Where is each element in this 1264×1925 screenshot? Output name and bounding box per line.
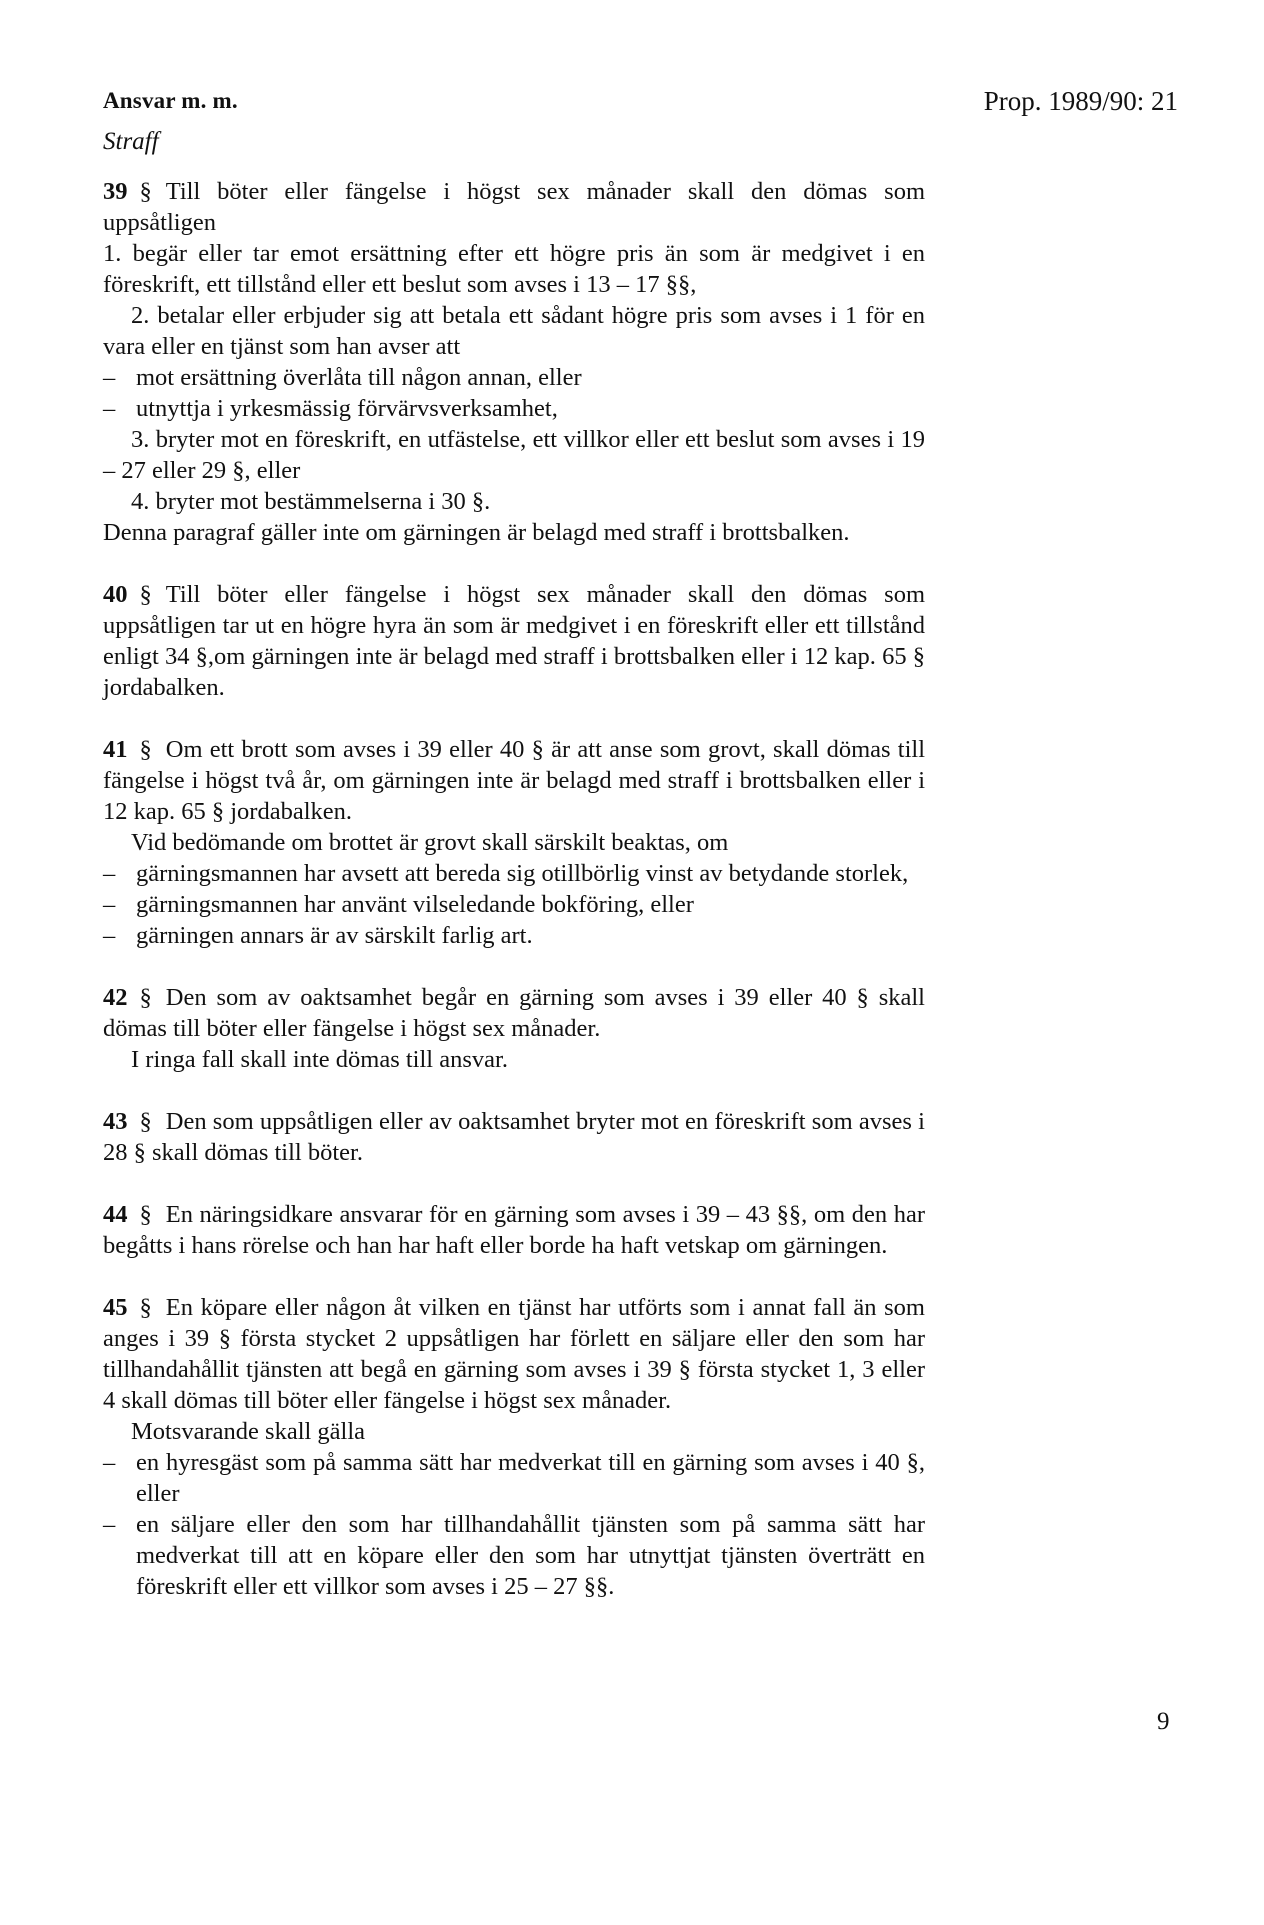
paragraph-text: I ringa fall skall inte dömas till ansvar.: [131, 1046, 508, 1073]
dash-item: – gärningen annars är av särskilt farlig art.: [103, 920, 925, 951]
paragraph-lead: [103, 1292, 925, 1416]
paragraph-text: Om ett brott som avses i 39 eller 40 § är att anse som grovt, skall dömas till fängelse i högst två år, om gärningen inte är belagd med straff i brottsbalken eller i 12 kap. 65 § jordabalken.: [103, 736, 925, 825]
section-number: 42: [103, 984, 128, 1011]
paragraph-43: [103, 1106, 925, 1168]
dash-item: – en säljare eller den som har tillhandahållit tjänsten som på samma sätt har medverkat till att en köpare eller den som har utnyttjat tjänsten överträtt en föreskrift eller ett villkor som avses i 25 – 27 §§.: [103, 1509, 925, 1602]
paragraph-text: Den som av oaktsamhet begår en gärning som avses i 39 eller 40 § skall dömas till böter eller fängelse i högst sex månader.: [103, 984, 925, 1042]
section-sign: §: [139, 736, 152, 763]
paragraph-45: [103, 1292, 925, 1602]
paragraph-lead: [103, 176, 925, 238]
paragraph-text: Till böter eller fängelse i högst sex månader skall den dömas som uppsåtligen: [103, 178, 925, 236]
paragraph-40: [103, 579, 925, 703]
paragraph-lead: [103, 579, 925, 703]
list-item: 1. begär eller tar emot ersättning efter ett högre pris än som är medgivet i en föreskrift, ett tillstånd eller ett beslut som avses i 13 – 17 §§,: [103, 240, 925, 298]
body-text: [103, 176, 925, 1602]
paragraph-lead: [103, 982, 925, 1044]
section-number: 39: [103, 178, 128, 205]
section-number: 45: [103, 1294, 128, 1321]
paragraph-text: Denna paragraf gäller inte om gärningen är belagd med straff i brottsbalken.: [103, 519, 850, 546]
paragraph-lead: [103, 1199, 925, 1261]
paragraph-text: En köpare eller någon åt vilken en tjänst har utförts som i annat fall än som anges i 39 § första stycket 2 uppsåtligen har förlett en säljare eller den som har tillhandahållit tjänsten att begå en gärning som avses i 39 § första stycket 1, 3 eller 4 skall dömas till böter eller fängelse i högst sex månader.: [103, 1294, 925, 1414]
list-item: 4. bryter mot bestämmelserna i 30 §.: [131, 488, 491, 515]
list-item: 2. betalar eller erbjuder sig att betala ett sådant högre pris som avses i 1 för en vara eller en tjänst som han avser att: [103, 302, 925, 360]
section-sign: §: [139, 1294, 152, 1321]
paragraph-text: Vid bedömande om brottet är grovt skall särskilt beaktas, om: [131, 829, 729, 856]
section-heading: Straff: [103, 128, 159, 155]
paragraph-text: En näringsidkare ansvarar för en gärning som avses i 39 – 43 §§, om den har begåtts i hans rörelse och han har haft eller borde ha haft vetskap om gärningen.: [103, 1201, 925, 1259]
paragraph-41: [103, 734, 925, 951]
section-number: 41: [103, 736, 128, 763]
paragraph-39: [103, 176, 925, 548]
running-header-left: Ansvar m. m.: [103, 88, 238, 113]
dash-item: – en hyresgäst som på samma sätt har medverkat till en gärning som avses i 40 §, eller: [103, 1447, 925, 1509]
paragraph-text: Motsvarande skall gälla: [131, 1418, 366, 1445]
section-sign: §: [139, 1201, 152, 1228]
dash-item: – gärningsmannen har använt vilseledande bokföring, eller: [103, 889, 925, 920]
paragraph-lead: [103, 1106, 925, 1168]
section-number: 43: [103, 1108, 128, 1135]
section-sign: §: [139, 178, 152, 205]
paragraph-44: [103, 1199, 925, 1261]
paragraph-text: Till böter eller fängelse i högst sex månader skall den dömas som uppsåtligen tar ut en högre hyra än som är medgivet i en föreskrift eller ett tillstånd enligt 34 §,om gärningen inte är belagd med straff i brottsbalken eller i 12 kap. 65 § jordabalken.: [103, 581, 925, 701]
list-item: 3. bryter mot en föreskrift, en utfästelse, ett villkor eller ett beslut som avses i 19 – 27 eller 29 §, eller: [103, 426, 925, 484]
section-number: 40: [103, 581, 128, 608]
page-number: 9: [1157, 1708, 1170, 1735]
paragraph-42: [103, 982, 925, 1075]
paragraph-text: Den som uppsåtligen eller av oaktsamhet bryter mot en föreskrift som avses i 28 § skall dömas till böter.: [103, 1108, 925, 1166]
section-sign: §: [139, 984, 152, 1011]
section-sign: §: [139, 581, 152, 608]
running-header-right: Prop. 1989/90: 21: [983, 86, 1178, 116]
dash-item: – gärningsmannen har avsett att bereda sig otillbörlig vinst av betydande storlek,: [103, 858, 925, 889]
dash-item: – utnyttja i yrkesmässig förvärvsverksamhet,: [103, 393, 925, 424]
dash-item: – mot ersättning överlåta till någon annan, eller: [103, 362, 925, 393]
section-number: 44: [103, 1201, 128, 1228]
section-sign: §: [139, 1108, 152, 1135]
paragraph-lead: [103, 734, 925, 827]
